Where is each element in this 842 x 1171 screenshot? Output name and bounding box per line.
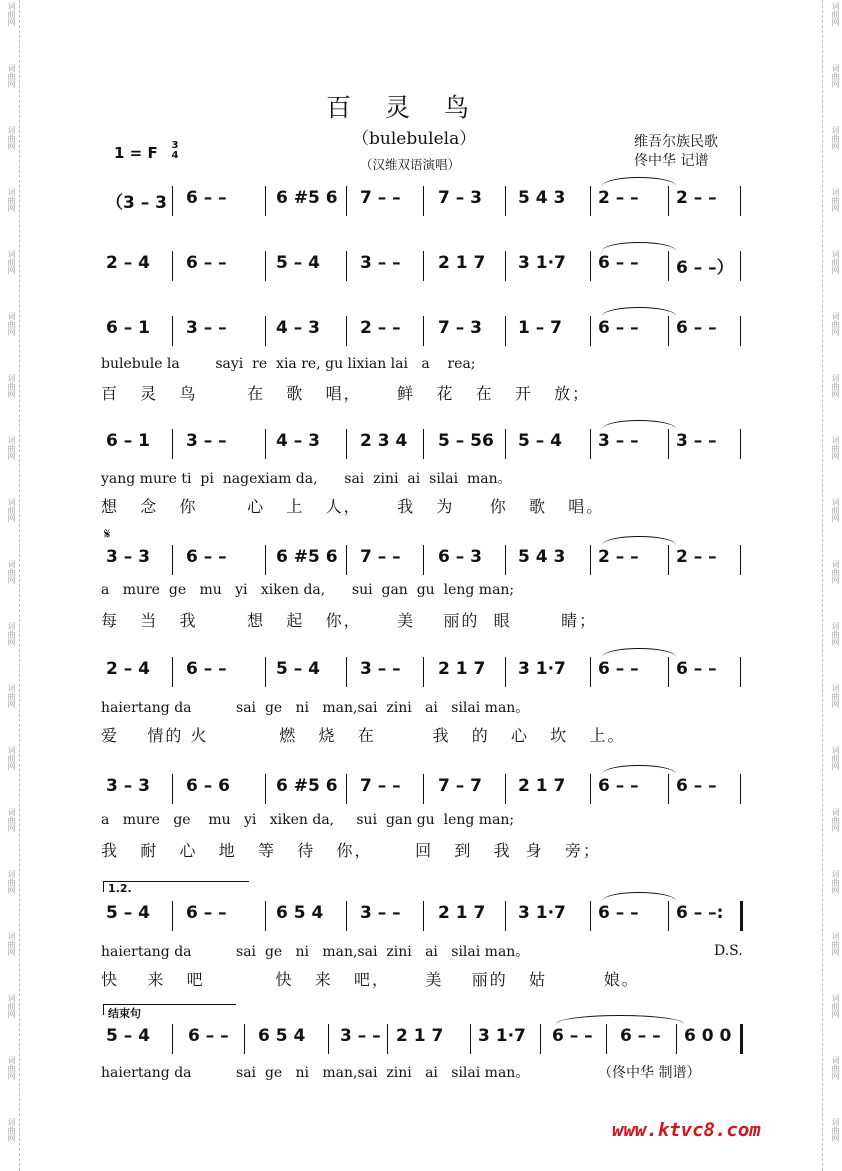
measure-notes: 6 – – <box>186 659 227 679</box>
measure-notes: 5 – 4 <box>276 659 320 679</box>
dal-segno-mark: D.S. <box>714 943 743 959</box>
watermark-text: 词曲网 <box>831 1056 840 1080</box>
measure-notes: 6 – –） <box>676 258 734 278</box>
measure-notes: 3 1·7 <box>518 903 566 923</box>
watermark-text: 词曲网 <box>831 126 840 150</box>
song-origin: 维吾尔族民歌 <box>634 134 718 150</box>
tie-slur <box>602 892 676 901</box>
tie-slur <box>602 420 676 429</box>
bar-line <box>265 429 266 459</box>
score-line <box>0 901 842 931</box>
tie-slur <box>602 242 676 251</box>
bar-line <box>668 251 669 281</box>
bar-line <box>265 186 266 216</box>
watermark-text: 词曲网 <box>831 932 840 956</box>
watermark-text: 词曲网 <box>831 994 840 1018</box>
watermark-text: 词曲网 <box>7 1056 16 1080</box>
bar-line <box>265 545 266 575</box>
bar-line <box>346 774 347 804</box>
bar-line <box>172 774 173 804</box>
watermark-text: 词曲网 <box>7 994 16 1018</box>
lyric-pinyin: yang mure ti pi nagexiam da, sai zini ai silai man。 <box>101 471 512 487</box>
watermark-text: 词曲网 <box>7 684 16 708</box>
score-credit: （佟中华 制谱） <box>598 1065 701 1081</box>
bar-line <box>590 186 591 216</box>
bar-line <box>346 657 347 687</box>
bar-line <box>423 545 424 575</box>
measure-notes: 2 – – <box>360 318 401 338</box>
bar-line <box>423 657 424 687</box>
measure-notes: 5 – 4 <box>276 253 320 273</box>
measure-notes: 3 – 3 <box>106 547 150 567</box>
bar-line <box>172 657 173 687</box>
watermark-text: 词曲网 <box>831 808 840 832</box>
measure-notes: 5 – 4 <box>518 431 562 451</box>
watermark-text: 词曲网 <box>7 250 16 274</box>
song-title: 百灵鸟 <box>326 93 504 122</box>
watermark-text: 词曲网 <box>831 746 840 770</box>
measure-notes: 6 – 1 <box>106 318 150 338</box>
bar-line <box>505 186 506 216</box>
bar-line <box>505 429 506 459</box>
bar-line <box>423 186 424 216</box>
bar-line <box>505 545 506 575</box>
measure-notes: 2 1 7 <box>438 253 486 273</box>
lyric-pinyin: a mure ge mu yi xiken da, sui gan gu leng man; <box>101 812 515 828</box>
measure-notes: 6 – – <box>620 1026 661 1046</box>
measure-notes: 2 – 4 <box>106 659 150 679</box>
measure-notes: 3 – – <box>360 903 401 923</box>
segno-sign: 𝄋 <box>104 525 111 543</box>
measure-notes: 7 – 3 <box>438 188 482 208</box>
watermark-text: 词曲网 <box>831 64 840 88</box>
bar-line <box>668 316 669 346</box>
bar-line <box>740 657 741 687</box>
measure-notes: 1 – 7 <box>518 318 562 338</box>
measure-notes: 6 – – <box>598 903 639 923</box>
bar-line <box>740 429 741 459</box>
measure-notes: 2 1 7 <box>518 776 566 796</box>
measure-notes: 5 – 56 <box>438 431 494 451</box>
tie-slur <box>602 765 676 774</box>
measure-notes: 7 – – <box>360 547 401 567</box>
watermark-text: 词曲网 <box>831 560 840 584</box>
measure-notes: 3 – – <box>598 431 639 451</box>
measure-notes: 2 1 7 <box>438 903 486 923</box>
bar-line <box>346 545 347 575</box>
lyric-pinyin: a mure ge mu yi xiken da, sui gan gu leng man; <box>101 582 515 598</box>
measure-notes: 2 – – <box>676 188 717 208</box>
bar-line <box>423 901 424 931</box>
measure-notes: 6 – –: <box>676 903 724 923</box>
watermark-text: 词曲网 <box>831 2 840 26</box>
measure-notes: 3 – 3 <box>106 776 150 796</box>
measure-notes: 2 – 4 <box>106 253 150 273</box>
time-signature-bottom: 4 <box>171 150 179 161</box>
measure-notes: 2 – – <box>676 547 717 567</box>
bar-line <box>172 186 173 216</box>
measure-notes: 6 – 6 <box>186 776 230 796</box>
watermark-text: 词曲网 <box>7 188 16 212</box>
measure-notes: 2 1 7 <box>438 659 486 679</box>
bar-line <box>470 1024 471 1054</box>
score-line <box>0 1024 842 1054</box>
measure-notes: 7 – – <box>360 188 401 208</box>
watermark-text: 词曲网 <box>7 932 16 956</box>
bar-line <box>387 1024 388 1054</box>
bar-line <box>172 316 173 346</box>
watermark-text: 词曲网 <box>831 870 840 894</box>
score-line <box>0 657 842 687</box>
bar-line <box>590 316 591 346</box>
watermark-text: 词曲网 <box>7 808 16 832</box>
bar-line <box>423 316 424 346</box>
measure-notes: 2 1 7 <box>396 1026 444 1046</box>
measure-notes: 6 #5 6 <box>276 776 338 796</box>
lyric-chinese: 想 念 你 心 上 人， 我 为 你 歌 唱。 <box>101 497 605 516</box>
tie-slur <box>602 177 676 186</box>
bar-line <box>505 657 506 687</box>
watermark-text: 词曲网 <box>7 312 16 336</box>
watermark-text: 词曲网 <box>7 498 16 522</box>
measure-notes: 7 – – <box>360 776 401 796</box>
measure-notes: 6 – – <box>186 188 227 208</box>
measure-notes: （3 – 3 <box>106 193 167 213</box>
measure-notes: 4 – 3 <box>276 431 320 451</box>
bar-line <box>172 1024 173 1054</box>
bar-line <box>590 774 591 804</box>
lyric-pinyin: haiertang da sai ge ni man,sai zini ai silai man。 <box>101 944 530 960</box>
bar-line <box>740 186 741 216</box>
bar-line <box>346 429 347 459</box>
measure-notes: 6 5 4 <box>276 903 324 923</box>
tie-slur <box>556 1015 684 1024</box>
watermark-text: 词曲网 <box>7 746 16 770</box>
volta-label: 结束句 <box>108 1007 141 1020</box>
measure-notes: 6 – – <box>188 1026 229 1046</box>
measure-notes: 3 – – <box>360 659 401 679</box>
bar-line <box>265 774 266 804</box>
bar-line <box>505 251 506 281</box>
site-url[interactable]: www.ktvc8.com <box>612 1119 761 1141</box>
measure-notes: 3 1·7 <box>518 253 566 273</box>
measure-notes: 6 #5 6 <box>276 547 338 567</box>
bar-line <box>172 901 173 931</box>
bar-line <box>172 429 173 459</box>
measure-notes: 4 – 3 <box>276 318 320 338</box>
measure-notes: 3 – – <box>186 318 227 338</box>
time-signature-top: 3 <box>171 140 179 151</box>
measure-notes: 6 – – <box>186 903 227 923</box>
score-line <box>0 774 842 804</box>
measure-notes: 6 – – <box>598 318 639 338</box>
measure-notes: 6 – – <box>598 776 639 796</box>
song-subtitle: （bulebulela） <box>352 129 477 149</box>
watermark-text: 词曲网 <box>7 2 16 26</box>
measure-notes: 6 – – <box>598 253 639 273</box>
bar-line <box>668 774 669 804</box>
bar-line <box>505 774 506 804</box>
tie-slur <box>602 648 676 657</box>
measure-notes: 3 1·7 <box>478 1026 526 1046</box>
watermark-text: 词曲网 <box>7 126 16 150</box>
bar-line <box>668 429 669 459</box>
measure-notes: 6 – – <box>186 547 227 567</box>
score-line <box>0 186 842 216</box>
score-line <box>0 429 842 459</box>
watermark-text: 词曲网 <box>831 622 840 646</box>
bar-line <box>676 1024 677 1054</box>
bar-line <box>606 1024 607 1054</box>
measure-notes: 5 – 4 <box>106 903 150 923</box>
tie-slur <box>602 536 676 545</box>
bar-line <box>590 251 591 281</box>
measure-notes: 6 – 1 <box>106 431 150 451</box>
lyric-chinese: 每 当 我 想 起 你， 美 丽的 眼 睛； <box>101 611 598 630</box>
score-line <box>0 316 842 346</box>
bar-line <box>740 1024 743 1054</box>
watermark-text: 词曲网 <box>831 498 840 522</box>
measure-notes: 3 – – <box>340 1026 381 1046</box>
measure-notes: 6 – – <box>676 318 717 338</box>
bar-line <box>740 545 741 575</box>
bar-line <box>590 545 591 575</box>
bar-line <box>740 251 741 281</box>
watermark-text: 词曲网 <box>7 560 16 584</box>
measure-notes: 7 – 3 <box>438 318 482 338</box>
measure-notes: 6 #5 6 <box>276 188 338 208</box>
volta-label: 1.2. <box>108 882 132 895</box>
score-line <box>0 251 842 281</box>
bar-line <box>505 901 506 931</box>
bar-line <box>668 186 669 216</box>
bar-line <box>590 429 591 459</box>
bar-line <box>346 901 347 931</box>
measure-notes: 6 – – <box>676 659 717 679</box>
watermark-text: 词曲网 <box>7 622 16 646</box>
bar-line <box>740 316 741 346</box>
watermark-text: 词曲网 <box>831 684 840 708</box>
bar-line <box>668 657 669 687</box>
bar-line <box>540 1024 541 1054</box>
bar-line <box>590 657 591 687</box>
bar-line <box>346 316 347 346</box>
measure-notes: 3 – – <box>360 253 401 273</box>
watermark-text: 词曲网 <box>7 1118 16 1142</box>
watermark-text: 词曲网 <box>7 870 16 894</box>
bar-line <box>346 251 347 281</box>
watermark-text: 词曲网 <box>7 436 16 460</box>
watermark-text: 词曲网 <box>831 250 840 274</box>
measure-notes: 6 – – <box>676 776 717 796</box>
time-signature <box>170 141 180 161</box>
watermark-text: 词曲网 <box>7 374 16 398</box>
bar-line <box>346 186 347 216</box>
bar-line <box>668 901 669 931</box>
lyric-pinyin: haiertang da sai ge ni man,sai zini ai silai man。 <box>101 1065 530 1081</box>
bar-line <box>740 901 743 931</box>
measure-notes: 3 – – <box>186 431 227 451</box>
measure-notes: 3 1·7 <box>518 659 566 679</box>
key-signature: 1 = F <box>114 144 158 162</box>
lyric-chinese: 我 耐 心 地 等 待 你， 回 到 我 身 旁； <box>101 841 602 860</box>
transcriber-credit: 佟中华 记谱 <box>634 153 709 169</box>
measure-notes: 5 – 4 <box>106 1026 150 1046</box>
bar-line <box>590 901 591 931</box>
measure-notes: 7 – 7 <box>438 776 482 796</box>
bar-line <box>265 901 266 931</box>
measure-notes: 6 – – <box>186 253 227 273</box>
measure-notes: 6 – – <box>598 659 639 679</box>
tie-slur <box>602 307 676 316</box>
bar-line <box>740 774 741 804</box>
watermark-text: 词曲网 <box>831 188 840 212</box>
watermark-text: 词曲网 <box>7 64 16 88</box>
bar-line <box>505 316 506 346</box>
bar-line <box>244 1024 245 1054</box>
lyric-chinese: 爱 情的 火 燃 烧 在 我 的 心 坎 上。 <box>101 726 626 745</box>
lyric-chinese: 快 来 吧 快 来 吧， 美 丽的 姑 娘。 <box>101 970 640 989</box>
volta-bracket <box>103 881 249 895</box>
measure-notes: 6 5 4 <box>258 1026 306 1046</box>
lyric-chinese: 百 灵 鸟 在 歌 唱， 鲜 花 在 开 放； <box>101 384 591 403</box>
score-line <box>0 545 842 575</box>
measure-notes: 6 – – <box>552 1026 593 1046</box>
bar-line <box>668 545 669 575</box>
measure-notes: 6 – 3 <box>438 547 482 567</box>
lyric-pinyin: bulebule la sayi re xia re, gu lixian lai a rea; <box>101 356 476 372</box>
bar-line <box>265 316 266 346</box>
measure-notes: 2 – – <box>598 547 639 567</box>
bar-line <box>423 774 424 804</box>
watermark-text: 词曲网 <box>831 312 840 336</box>
bar-line <box>172 545 173 575</box>
bar-line <box>265 657 266 687</box>
measure-notes: 6 0 0 <box>684 1026 732 1046</box>
watermark-text: 词曲网 <box>831 1118 840 1142</box>
bar-line <box>328 1024 329 1054</box>
performance-note: （汉维双语演唱） <box>360 157 461 172</box>
bar-line <box>265 251 266 281</box>
measure-notes: 2 3 4 <box>360 431 408 451</box>
measure-notes: 2 – – <box>598 188 639 208</box>
lyric-pinyin: haiertang da sai ge ni man,sai zini ai silai man。 <box>101 700 530 716</box>
bar-line <box>423 251 424 281</box>
measure-notes: 5 4 3 <box>518 547 566 567</box>
bar-line <box>423 429 424 459</box>
measure-notes: 5 4 3 <box>518 188 566 208</box>
measure-notes: 3 – – <box>676 431 717 451</box>
volta-bracket <box>103 1004 236 1020</box>
watermark-text: 词曲网 <box>831 436 840 460</box>
watermark-text: 词曲网 <box>831 374 840 398</box>
bar-line <box>172 251 173 281</box>
